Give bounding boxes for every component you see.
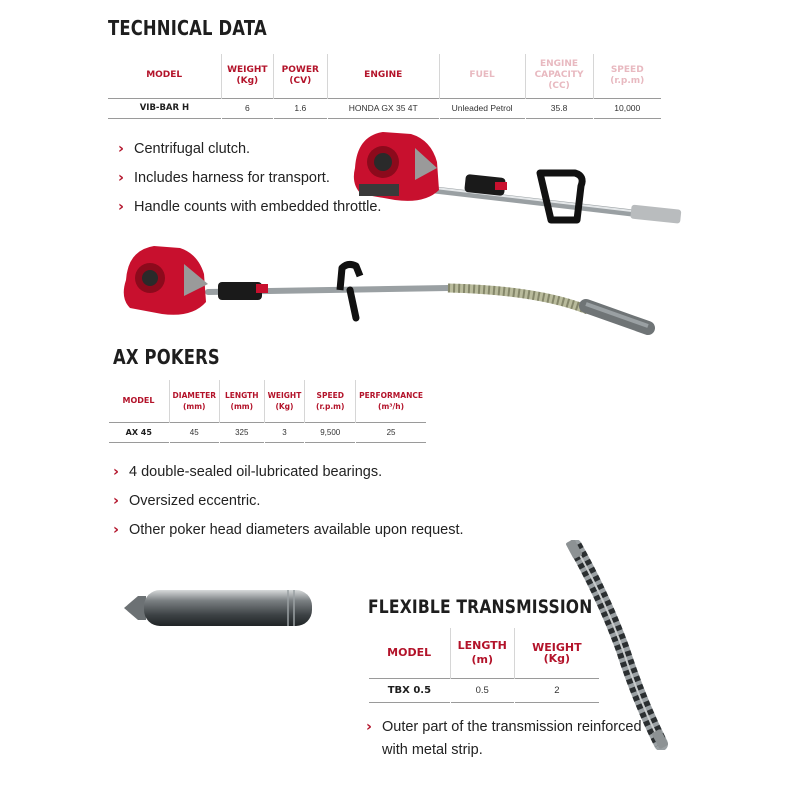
col-weight: WEIGHT (Kg)	[264, 380, 305, 422]
cell-diameter: 45	[169, 422, 219, 442]
cell-speed: 10,000	[593, 98, 661, 118]
cell-weight: 6	[221, 98, 273, 118]
cell-performance: 25	[356, 422, 426, 442]
cell-length: 325	[219, 422, 264, 442]
cell-length: 0.5	[450, 678, 514, 702]
ax-poker-vibrator-image	[118, 240, 658, 350]
col-engine-capacity: ENGINE CAPACITY (CC)	[525, 54, 593, 98]
cell-weight: 2	[514, 678, 599, 702]
chevron-right-icon: ›	[118, 170, 124, 186]
col-length: LENGTH (m)	[450, 628, 514, 678]
chevron-right-icon: ›	[118, 141, 124, 157]
col-model: MODEL	[122, 396, 155, 406]
cell-engine-capacity: 35.8	[525, 98, 593, 118]
flexible-shaft-image	[565, 540, 675, 750]
ax-pokers-features-list	[113, 464, 464, 551]
cell-engine: HONDA GX 35 4T	[327, 98, 439, 118]
col-performance: PERFORMANCE (m³/h)	[356, 380, 426, 422]
chevron-right-icon: ›	[113, 493, 119, 509]
col-fuel: FUEL	[439, 54, 525, 98]
cell-model: AX 45	[109, 422, 170, 442]
cell-weight: 3	[264, 422, 305, 442]
list-item: › Outer part of the transmission reinforced with metal strip.	[366, 716, 642, 762]
col-weight: WEIGHT (Kg)	[221, 54, 273, 98]
list-item: › Other poker head diameters available upon request.	[113, 522, 464, 538]
chevron-right-icon: ›	[113, 522, 119, 538]
col-model: MODEL	[387, 646, 432, 660]
cell-model: TBX 0.5	[369, 678, 451, 702]
ax-pokers-table	[108, 380, 426, 443]
list-item: › Handle counts with embedded throttle.	[118, 199, 382, 215]
col-engine: ENGINE	[327, 54, 439, 98]
table-row	[108, 98, 662, 118]
chevron-right-icon: ›	[366, 719, 372, 735]
technical-data-heading: TECHNICAL DATA	[108, 16, 267, 40]
list-item: › Oversized eccentric.	[113, 493, 261, 509]
table-row	[109, 422, 427, 442]
vib-bar-handle-image	[345, 128, 695, 248]
cell-fuel: Unleaded Petrol	[439, 98, 525, 118]
col-length: LENGTH (mm)	[219, 380, 264, 422]
ax-pokers-heading: AX POKERS	[113, 345, 220, 369]
col-speed: SPEED (r.p.m)	[305, 380, 356, 422]
col-diameter: DIAMETER (mm)	[169, 380, 219, 422]
col-model: MODEL	[146, 70, 183, 81]
chevron-right-icon: ›	[113, 464, 119, 480]
list-item: › Centrifugal clutch.	[118, 141, 251, 157]
flexible-transmission-heading: FLEXIBLE TRANSMISSION	[368, 596, 593, 618]
chevron-right-icon: ›	[118, 199, 124, 215]
poker-head-image	[118, 578, 328, 638]
technical-data-table	[107, 54, 661, 119]
list-item: › Includes harness for transport.	[118, 170, 330, 186]
col-weight: WEIGHT (Kg)	[514, 628, 599, 678]
technical-features-list	[118, 141, 381, 228]
cell-speed: 9,500	[305, 422, 356, 442]
col-power: POWER (CV)	[273, 54, 327, 98]
cell-model: VIB-BAR H	[108, 98, 222, 118]
col-speed: SPEED (r.p.m)	[593, 54, 661, 98]
cell-power: 1.6	[273, 98, 327, 118]
list-item: › 4 double-sealed oil-lubricated bearings.	[113, 464, 383, 480]
